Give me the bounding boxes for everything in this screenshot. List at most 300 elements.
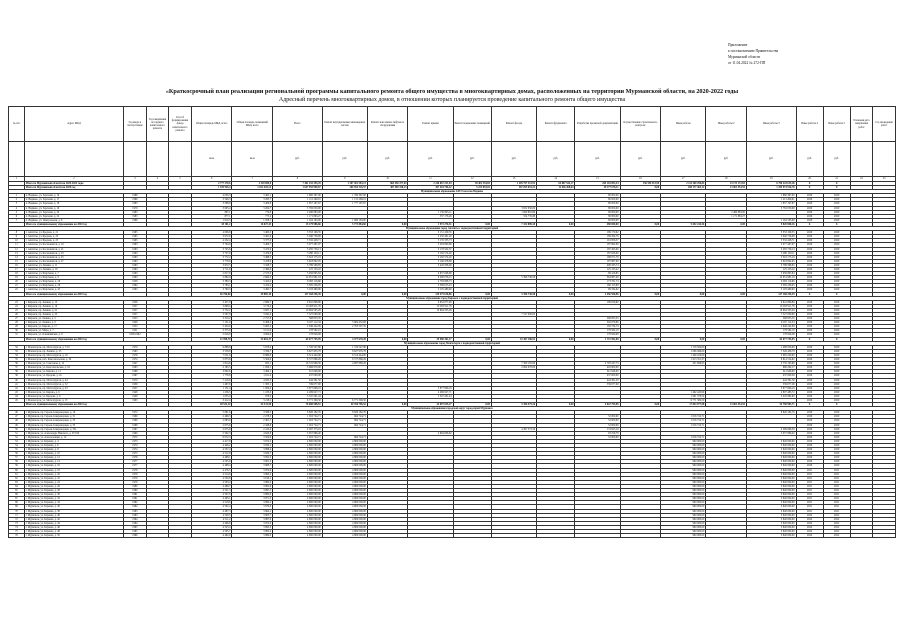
table-cell: 1 814,6 bbox=[191, 362, 232, 366]
table-cell: 1983 bbox=[124, 513, 147, 517]
table-cell: 960 000,00 bbox=[661, 444, 706, 448]
table-cell: 3 178 502,57 bbox=[408, 247, 453, 251]
table-cell: 1 777 197,67 bbox=[322, 202, 367, 206]
table-cell: 2021 bbox=[823, 489, 850, 493]
table-cell: 1965 bbox=[124, 239, 147, 243]
table-cell: 3 834,1 bbox=[232, 444, 273, 448]
table-cell: 3 652 050,00 bbox=[491, 206, 536, 210]
table-cell: X bbox=[823, 182, 850, 186]
table-cell: 5 978,4 bbox=[232, 345, 273, 349]
table-cell: 2020 bbox=[823, 235, 850, 239]
column-unit: руб. bbox=[491, 142, 536, 177]
address-cell: г. Мурманск, ул. Баренца, д. 18 bbox=[24, 468, 123, 472]
table-cell: 15 179 986,66 bbox=[273, 222, 323, 226]
table-cell: 47 bbox=[9, 415, 25, 419]
table-cell: 5 504,9 bbox=[232, 358, 273, 362]
table-cell: 2020 bbox=[796, 358, 823, 362]
table-cell: 2021 bbox=[796, 484, 823, 488]
table-cell bbox=[850, 534, 873, 538]
table-cell: 1 449 224,00 bbox=[661, 353, 706, 357]
table-cell: 178 926,08 bbox=[746, 333, 796, 337]
table-cell: 1 669 881,89 bbox=[491, 210, 536, 214]
address-cell: г. Мурманск, ул. Баренца, д. 28 bbox=[24, 489, 123, 493]
table-cell: 437 000,00 bbox=[575, 374, 620, 378]
table-cell: 57 bbox=[9, 456, 25, 460]
table-cell: 1 958,1 bbox=[232, 366, 273, 370]
address-cell: г. Мурманск, ул. Баренца, д. 16 bbox=[24, 464, 123, 468]
column-unit: руб. bbox=[823, 142, 850, 177]
table-cell: 776,8 bbox=[232, 210, 273, 214]
table-cell: 960 000,00 bbox=[661, 534, 706, 538]
table-cell: 2020 bbox=[823, 259, 850, 263]
table-cell: 960 000,00 bbox=[661, 480, 706, 484]
table-cell: 76 bbox=[9, 534, 25, 538]
address-cell: п. Видяево, ул. Заречная, д. 20 bbox=[24, 210, 123, 214]
table-cell: 0,00 bbox=[537, 403, 575, 407]
table-cell: 2021 bbox=[796, 493, 823, 497]
table-cell: 2020 bbox=[796, 349, 823, 353]
address-cell: г. Мурманск, ул. Баренца, д. 12 bbox=[24, 456, 123, 460]
table-cell: 80 000,00 bbox=[575, 210, 620, 214]
address-cell: г. Мончегорск, пр. Металлургов, д. 44 bbox=[24, 378, 123, 382]
address-cell: г. Мурманск, ул. Баренца, д. 8 bbox=[24, 448, 123, 452]
table-cell: 10 263 911,76 bbox=[408, 304, 453, 308]
table-cell: 3 840 000,00 bbox=[746, 497, 796, 501]
address-cell: г. Мурманск, ул. Баренца, д. 50 bbox=[24, 534, 123, 538]
table-cell: 2020 bbox=[796, 198, 823, 202]
table-cell: 3 903,7 bbox=[232, 513, 273, 517]
table-cell: 2020 bbox=[823, 272, 850, 276]
table-cell: 4 800 000,00 bbox=[322, 452, 367, 456]
table-cell: 2020 bbox=[796, 325, 823, 329]
table-cell: 2020 bbox=[823, 210, 850, 214]
table-cell: 1974 bbox=[124, 444, 147, 448]
address-cell: г. Мончегорск, ул. Металлургов, д. 13 bbox=[24, 398, 123, 402]
table-cell: 65 bbox=[9, 489, 25, 493]
table-cell: 182 734,74 bbox=[575, 325, 620, 329]
table-cell: 2020 bbox=[796, 333, 823, 337]
table-cell: 1956 bbox=[124, 300, 147, 304]
table-cell: 74 bbox=[9, 525, 25, 529]
table-cell: 4 800 000,00 bbox=[273, 472, 323, 476]
table-cell: 24 bbox=[9, 304, 25, 308]
table-cell: 10 664 505,29 bbox=[408, 308, 453, 312]
table-cell: 1975 bbox=[124, 452, 147, 456]
address-cell: г. Апатиты, ул. Ферсмана, д. 45 bbox=[24, 288, 123, 292]
address-cell: г. Кировск, ул. Мира, д. 7 bbox=[24, 329, 123, 333]
table-cell: 51 bbox=[9, 431, 25, 435]
table-cell: 402 900,00 bbox=[575, 366, 620, 370]
address-cell: г. Мурманск, ул. Баренца, д. 32 bbox=[24, 497, 123, 501]
table-cell: 6 771 309,50 bbox=[273, 398, 323, 402]
table-cell: 8 bbox=[9, 231, 25, 235]
table-cell: 2020 bbox=[823, 427, 850, 431]
table-cell: 2 456 556,96 bbox=[575, 292, 620, 296]
table-cell: 877,1 bbox=[191, 214, 232, 218]
table-cell: 3 869,0 bbox=[232, 534, 273, 538]
table-cell: 1984 bbox=[124, 517, 147, 521]
table-cell: 4 232,4 bbox=[191, 239, 232, 243]
column-unit bbox=[873, 142, 896, 177]
table-cell: 17 844 977,08 bbox=[661, 403, 706, 407]
table-cell: 2020 bbox=[823, 325, 850, 329]
table-cell: 80 000,00 bbox=[575, 198, 620, 202]
table-cell: 3 840 000,00 bbox=[746, 439, 796, 443]
table-cell: 3 353 109,35 bbox=[273, 231, 323, 235]
table-cell: 3 918 802,05 bbox=[273, 259, 323, 263]
table-cell: 3 789 598,95 bbox=[746, 263, 796, 267]
table-cell: 3 318 175,19 bbox=[746, 255, 796, 259]
table-cell: 3 332 428,71 bbox=[273, 239, 323, 243]
table-cell: 3 840 000,00 bbox=[746, 484, 796, 488]
table-cell: 6 093 116,66 bbox=[746, 280, 796, 284]
table-cell: 160 153,68 bbox=[575, 284, 620, 288]
table-cell: 4 269 927,71 bbox=[273, 390, 323, 394]
table-cell: 52 bbox=[9, 435, 25, 439]
table-cell: 3 672,5 bbox=[191, 263, 232, 267]
table-cell: 3 782 050,00 bbox=[746, 206, 796, 210]
table-cell: 63 bbox=[9, 480, 25, 484]
table-cell: 30 bbox=[9, 329, 25, 333]
table-cell: 2020 bbox=[823, 231, 850, 235]
table-cell: 4 489,7 bbox=[191, 484, 232, 488]
table-cell: 64 bbox=[9, 484, 25, 488]
address-cell: г. Мончегорск, ул. Бредова, д. 2а bbox=[24, 374, 123, 378]
plan-table-container bbox=[8, 106, 896, 538]
table-cell: 1983 bbox=[124, 214, 147, 218]
table-cell: 1963 bbox=[124, 251, 147, 255]
table-cell: 2020 bbox=[823, 366, 850, 370]
table-cell: 9 652 877,99 bbox=[408, 300, 453, 304]
column-number: 5 bbox=[169, 177, 192, 182]
address-cell: г. Мурманск, пр. Героев-Североморцев, д. 35 bbox=[24, 423, 123, 427]
address-cell: г. Мурманск, ул. Баренца, д. 44 bbox=[24, 521, 123, 525]
table-cell: 1985 bbox=[124, 525, 147, 529]
address-cell: г. Апатиты, ул. Бредова, д. 25 bbox=[24, 239, 123, 243]
column-unit bbox=[9, 142, 25, 177]
table-cell: 5 396 736,58 bbox=[491, 292, 536, 296]
address-cell: г. Мурманск, ул. Баренца, д. 6 bbox=[24, 444, 123, 448]
table-cell: 2020 bbox=[796, 280, 823, 284]
table-cell: 2021 bbox=[823, 497, 850, 501]
table-cell: 3 877 696,19 bbox=[746, 386, 796, 390]
table-cell: 178 926,08 bbox=[575, 333, 620, 337]
table-cell: 3 772,2 bbox=[191, 255, 232, 259]
address-cell: п. Видяево, ул. Заречная, д. 17 bbox=[24, 198, 123, 202]
table-cell: 3 385 236,05 bbox=[273, 284, 323, 288]
table-cell: 4 800 000,00 bbox=[322, 448, 367, 452]
table-cell: 16 722 989,56 bbox=[273, 362, 323, 366]
table-cell: 444 361,50 bbox=[746, 378, 796, 382]
table-cell: 2020 bbox=[796, 202, 823, 206]
table-cell bbox=[367, 534, 408, 538]
table-cell: 2 114 200 296,84 bbox=[661, 182, 706, 186]
address-cell: г. Мурманск, ул. Баренца, д. 46 bbox=[24, 525, 123, 529]
table-cell: 2020 bbox=[823, 394, 850, 398]
table-cell: 0,00 bbox=[367, 222, 408, 226]
table-cell: 2 946 242,09 bbox=[273, 325, 323, 329]
table-cell: 960 000,00 bbox=[661, 493, 706, 497]
table-cell: 178 926,08 bbox=[273, 333, 323, 337]
table-cell: 26 bbox=[9, 313, 25, 317]
table-cell: 2 711,8 bbox=[191, 267, 232, 271]
table-cell: 1970 bbox=[124, 378, 147, 382]
table-cell: 1963 bbox=[124, 276, 147, 280]
table-cell: 3 066 970,00 bbox=[273, 366, 323, 370]
table-cell: 3 042,4 bbox=[232, 313, 273, 317]
table-cell: 11 bbox=[9, 243, 25, 247]
table-cell: 960 000,00 bbox=[661, 513, 706, 517]
address-cell: Итого по Мурманской области на 2020-2022 годы bbox=[24, 182, 123, 186]
table-cell: 5 735 165,96 bbox=[746, 362, 796, 366]
table-cell: 4 525,9 bbox=[191, 460, 232, 464]
table-cell: 2021 bbox=[823, 476, 850, 480]
address-cell: п. Видяево, ул. Заречная, д. 16 bbox=[24, 194, 123, 198]
table-cell: 9 841 896,89 bbox=[273, 300, 323, 304]
table-cell: 2020 bbox=[796, 276, 823, 280]
address-cell: г. Мончегорск, пр. Металлургов, д. 7/10 bbox=[24, 345, 123, 349]
table-cell: 431 696,95 bbox=[661, 362, 706, 366]
table-cell: 1974 bbox=[124, 448, 147, 452]
table-cell: 5 396 575,16 bbox=[491, 403, 536, 407]
section-title: Муниципальное образование город Мончегорск с подведомственной территорией bbox=[9, 341, 896, 345]
table-cell: 80 000,00 bbox=[575, 218, 620, 222]
table-cell: 208 177 465,12 bbox=[661, 186, 706, 190]
table-cell: 2020 bbox=[796, 194, 823, 198]
table-cell: 1 857 197,67 bbox=[273, 202, 323, 206]
table-cell: 1978 bbox=[124, 468, 147, 472]
table-cell bbox=[491, 534, 536, 538]
table-cell: 480 000,00 bbox=[575, 222, 620, 226]
table-cell: 3 840 000,00 bbox=[746, 529, 796, 533]
table-cell: 3 077 467,07 bbox=[746, 243, 796, 247]
table-cell: 2022 bbox=[796, 525, 823, 529]
column-number: 16 bbox=[620, 177, 661, 182]
table-cell: 4 537,4 bbox=[191, 448, 232, 452]
table-cell: 3 318 175,19 bbox=[273, 255, 323, 259]
table-cell: 2 727,8 bbox=[232, 317, 273, 321]
table-cell: 2 573,0 bbox=[232, 272, 273, 276]
table-cell: 64 677 755,95 bbox=[273, 337, 323, 341]
address-cell: г. Мурманск, ул. Баренца, д. 22 bbox=[24, 476, 123, 480]
table-cell: 1 211 269,01 bbox=[273, 198, 323, 202]
address-cell: г. Мурманск, пр. Героев-Североморцев, д. 33 bbox=[24, 419, 123, 423]
table-cell: 537 176,26 bbox=[408, 214, 453, 218]
table-cell: 1982 bbox=[124, 501, 147, 505]
table-cell: 6 888,6 bbox=[191, 345, 232, 349]
table-cell: 2020 bbox=[796, 386, 823, 390]
table-cell: 3 840 000,00 bbox=[746, 525, 796, 529]
address-cell: Итого по Мурманской области на 2020 год bbox=[24, 186, 123, 190]
table-cell: 960 000,00 bbox=[661, 517, 706, 521]
table-cell: 40 350 796,52 bbox=[322, 403, 367, 407]
table-cell: 2020 bbox=[796, 444, 823, 448]
table-cell: 38 401 554,83 bbox=[453, 182, 491, 186]
document-title: «Краткосрочный план реализации региональной программы капитального ремонта общего имущества в многоквартирных домах, расположенных на территории Мурманской области, на 2020-2022 годы bbox=[165, 88, 739, 95]
address-cell: г. Апатиты, ул. Ферсмана, д. 28 bbox=[24, 284, 123, 288]
table-cell: 1 016 724,71 bbox=[661, 419, 706, 423]
table-cell: 1983 bbox=[124, 202, 147, 206]
column-header: Ремонт внутридомовых инженерных систем bbox=[322, 107, 367, 142]
table-cell: 4 800 000,00 bbox=[273, 497, 323, 501]
table-cell: 0,00 bbox=[706, 222, 747, 226]
table-cell: 1986 bbox=[124, 198, 147, 202]
table-cell: 3 328,7 bbox=[232, 263, 273, 267]
table-cell: 964 724,71 bbox=[322, 415, 367, 419]
table-cell: 1 016 724,71 bbox=[273, 419, 323, 423]
table-cell: 568 853,35 bbox=[575, 317, 620, 321]
table-cell: 1 171 863,27 bbox=[273, 214, 323, 218]
table-cell: 4 487,3 bbox=[191, 509, 232, 513]
table-cell: 4 800 000,00 bbox=[273, 439, 323, 443]
table-cell: 3 176,4 bbox=[232, 304, 273, 308]
table-cell: 457 404 796,42 bbox=[408, 186, 453, 190]
address-cell: г. Апатиты, ул. Бредова, д. 23 bbox=[24, 235, 123, 239]
table-cell: 0,00 bbox=[620, 222, 661, 226]
table-cell: 4 800 000,00 bbox=[322, 444, 367, 448]
table-cell: 189 294,76 bbox=[575, 235, 620, 239]
column-number: 10 bbox=[367, 177, 408, 182]
table-cell: 3 605,4 bbox=[191, 206, 232, 210]
column-number: 13 bbox=[491, 177, 536, 182]
table-cell: 9 bbox=[9, 235, 25, 239]
table-cell: 4 800 000,00 bbox=[273, 468, 323, 472]
table-cell: 3 193 480,90 bbox=[273, 288, 323, 292]
table-cell: 2020 bbox=[796, 329, 823, 333]
table-cell: 2020 bbox=[823, 382, 850, 386]
table-cell: 1958-1962 bbox=[124, 333, 147, 337]
table-cell: 3 588,9 bbox=[191, 202, 232, 206]
table-cell: 93 259,78 bbox=[575, 431, 620, 435]
table-cell: 4 800 000,00 bbox=[322, 521, 367, 525]
table-cell: 2 664 070,00 bbox=[491, 366, 536, 370]
table-cell: 3 377,0 bbox=[232, 239, 273, 243]
table-cell: 4 800 000,00 bbox=[322, 534, 367, 538]
table-cell: 34 663,37 bbox=[232, 337, 273, 341]
table-cell: 2020 bbox=[796, 382, 823, 386]
address-cell: г. Мончегорск, ул. Советская, д. 12 bbox=[24, 362, 123, 366]
table-cell: 2020 bbox=[796, 284, 823, 288]
table-cell: 2020 bbox=[796, 423, 823, 427]
table-cell: 2 664,5 bbox=[232, 276, 273, 280]
table-cell: 2021 bbox=[796, 497, 823, 501]
table-cell: 4 498,4 bbox=[191, 464, 232, 468]
table-cell: 3 840 000,00 bbox=[746, 480, 796, 484]
table-cell: 3 422,0 bbox=[232, 280, 273, 284]
table-cell: 73 bbox=[9, 521, 25, 525]
table-cell: 3 782 050,00 bbox=[273, 206, 323, 210]
document-subtitle: Адресный перечень многоквартирных домов, в отношении которых планируется проведение капитального ремонта общего имущества bbox=[278, 97, 626, 103]
table-cell: 174 625,19 bbox=[575, 427, 620, 431]
table-cell: 32 bbox=[9, 345, 25, 349]
column-unit bbox=[124, 142, 147, 177]
table-cell: 39 bbox=[9, 374, 25, 378]
table-cell: 2020 bbox=[823, 194, 850, 198]
table-cell: 2020 bbox=[796, 439, 823, 443]
table-cell: 408 433,74 bbox=[575, 263, 620, 267]
table-cell: X bbox=[796, 186, 823, 190]
table-cell: 1 207 401 383,13 bbox=[322, 182, 367, 186]
table-cell: 1 913 351,37 bbox=[661, 358, 706, 362]
table-cell: 6 290 076,15 bbox=[408, 276, 453, 280]
column-number: 15 bbox=[575, 177, 620, 182]
table-cell: 4 800 000,00 bbox=[273, 480, 323, 484]
table-cell: 34 bbox=[9, 353, 25, 357]
table-cell: X bbox=[823, 403, 850, 407]
table-cell: 2020 bbox=[796, 259, 823, 263]
table-cell: 25 bbox=[9, 308, 25, 312]
table-cell: 4 800 000,00 bbox=[273, 505, 323, 509]
table-cell: 0,00 bbox=[661, 337, 706, 341]
table-cell: 2020 bbox=[823, 317, 850, 321]
table-cell: 15 bbox=[9, 259, 25, 263]
table-cell: 2020 bbox=[823, 444, 850, 448]
table-cell: 960 000,00 bbox=[661, 501, 706, 505]
table-cell: 6 980,8 bbox=[232, 353, 273, 357]
table-cell: 0,00 bbox=[453, 222, 491, 226]
address-cell: г. Мончегорск, ул. Комсомольская, д. 18 bbox=[24, 366, 123, 370]
table-cell: 2020 bbox=[796, 398, 823, 402]
table-cell: 42 bbox=[9, 386, 25, 390]
table-cell bbox=[575, 534, 620, 538]
table-cell: 17 bbox=[9, 267, 25, 271]
table-cell: 3 445 882,90 bbox=[746, 394, 796, 398]
table-cell: 1 131 269,01 bbox=[322, 198, 367, 202]
column-unit: руб. bbox=[273, 142, 323, 177]
table-cell: 10 263 911,76 bbox=[746, 304, 796, 308]
table-cell: 4 004,0 bbox=[232, 333, 273, 337]
annex-line: от 11.04.2022 № 272-ПП bbox=[728, 61, 766, 65]
table-cell: 4 800 000,00 bbox=[273, 452, 323, 456]
table-cell: 539 677,00 bbox=[575, 382, 620, 386]
table-cell: 0,00 bbox=[453, 403, 491, 407]
table-cell: 0,00 bbox=[537, 337, 575, 341]
address-cell: г. Апатиты, ул. Космонавтов, д. 21 bbox=[24, 247, 123, 251]
section-title: Муниципальное образование город Апатиты с подведомственной территорией bbox=[9, 227, 896, 231]
table-cell: 3 840 000,00 bbox=[746, 517, 796, 521]
address-cell: г. Кировск, ул. Ленина, д. 9 bbox=[24, 321, 123, 325]
table-cell: 2020 bbox=[796, 427, 823, 431]
table-cell: 1 647 955 990,67 bbox=[273, 186, 323, 190]
table-cell: 2 278,5 bbox=[232, 415, 273, 419]
table-cell: 3 504,9 bbox=[232, 435, 273, 439]
table-cell: 1 462 443,99 bbox=[661, 390, 706, 394]
table-cell: 1947 bbox=[124, 362, 147, 366]
table-cell: X bbox=[823, 186, 850, 190]
table-cell: 3 840 000,00 bbox=[746, 513, 796, 517]
table-cell: 0,00 bbox=[706, 292, 747, 296]
table-cell: 6 514 444,00 bbox=[322, 353, 367, 357]
table-cell: 40 bbox=[9, 378, 25, 382]
table-cell: 5 396 736,58 bbox=[491, 276, 536, 280]
table-cell: 1 857 197,67 bbox=[746, 202, 796, 206]
table-cell: 2020 bbox=[823, 304, 850, 308]
table-cell: 2 817,6 bbox=[191, 272, 232, 276]
table-cell: 3 885,6 bbox=[232, 493, 273, 497]
table-cell: X bbox=[796, 222, 823, 226]
table-cell: 4 800 000,00 bbox=[273, 444, 323, 448]
column-number: 12 bbox=[453, 177, 491, 182]
table-cell: 71 bbox=[9, 513, 25, 517]
table-cell: 1963 bbox=[124, 272, 147, 276]
address-cell: г. Кировск, ул. Кирова, д. 17 bbox=[24, 325, 123, 329]
table-cell: 1 720 547,86 bbox=[322, 345, 367, 349]
table-cell: 80 000,00 bbox=[575, 206, 620, 210]
table-cell: 2020 bbox=[823, 431, 850, 435]
table-cell: 4 800 000,00 bbox=[322, 468, 367, 472]
table-cell: 49 869,10 bbox=[232, 292, 273, 296]
table-cell: 16 027,43 bbox=[232, 222, 273, 226]
